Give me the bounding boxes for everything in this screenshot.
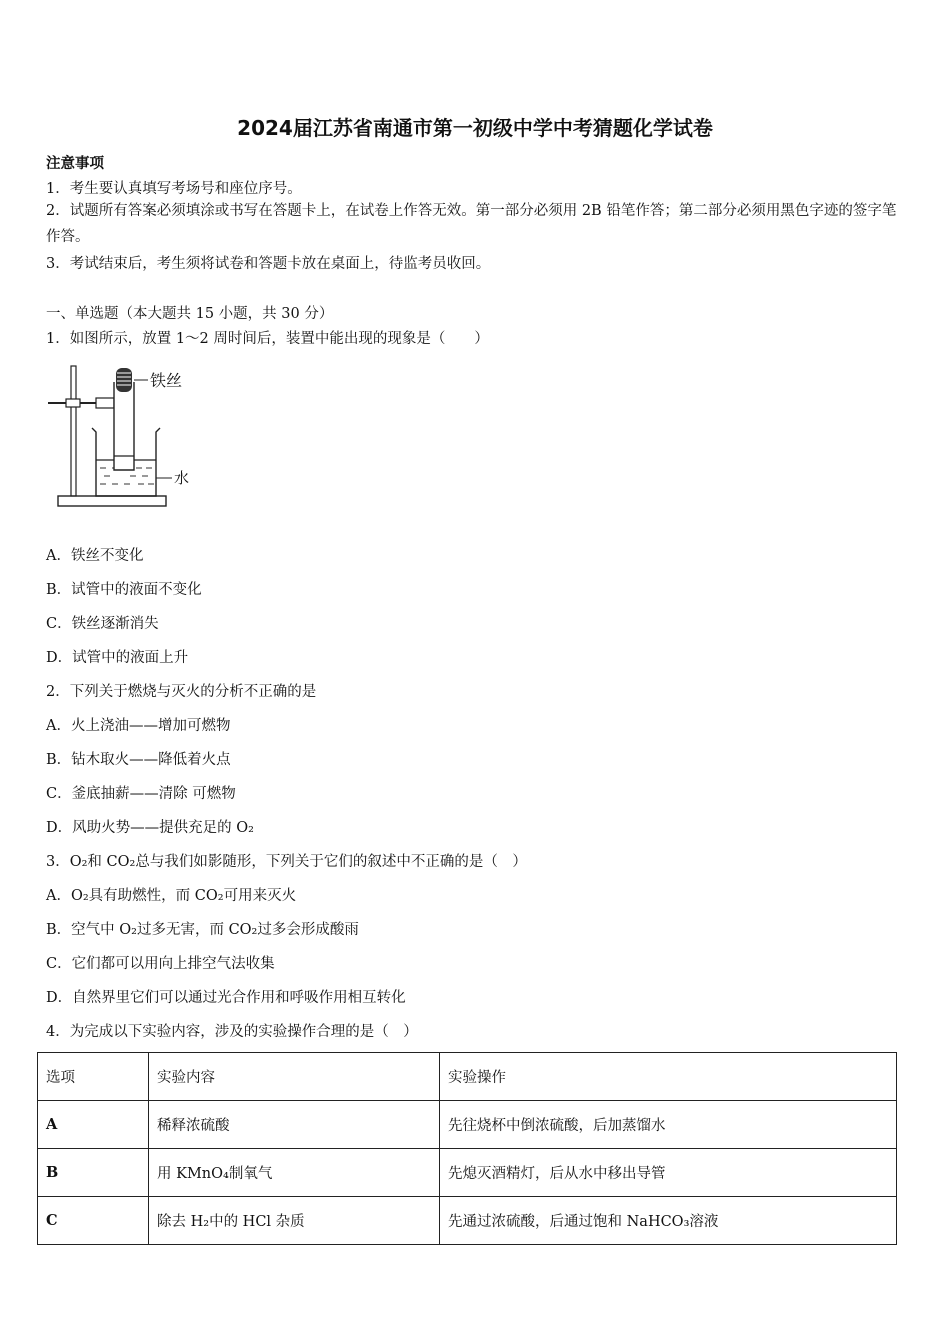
section-heading: 一、单选题（本大题共 15 小题，共 30 分） [46,306,334,322]
question-1-stem: 1．如图所示，放置 1～2 周时间后，装置中能出现的现象是（ ） [46,331,489,347]
page-title: 2024届江苏省南通市第一初级中学中考猜题化学试卷 [237,116,713,140]
notice-item-3: 3．考试结束后，考生须将试卷和答题卡放在桌面上，待监考员收回。 [46,256,491,272]
q3-option-a: A．O₂具有助燃性，而 CO₂可用来灭火 [46,888,297,904]
q2-option-b: B．钻木取火——降低着火点 [46,752,231,768]
q2-option-c: C．釜底抽薪——清除 可燃物 [46,786,236,802]
table-row [38,1149,897,1197]
question-3-stem: 3．O₂和 CO₂总与我们如影随形，下列关于它们的叙述中不正确的是（ ） [46,854,527,870]
table-cell-content: 用 KMnO₄制氧气 [149,1149,440,1197]
experiment-table [37,1052,897,1245]
table-header-row [38,1053,897,1101]
table-row [38,1101,897,1149]
table-cell-option: B [38,1149,149,1197]
test-tube [114,382,134,470]
q1-option-a: A．铁丝不变化 [46,548,144,564]
table-cell-content: 除去 H₂中的 HCl 杂质 [149,1197,440,1245]
apparatus-figure [44,362,204,514]
fig-label-water: 水 [174,469,190,487]
q1-option-d: D．试管中的液面上升 [46,650,189,666]
q3-option-d: D．自然界里它们可以通过光合作用和呼吸作用相互转化 [46,990,406,1006]
stand-rod [71,366,76,496]
table-header-cell: 选项 [38,1053,149,1101]
q3-option-b: B．空气中 O₂过多无害，而 CO₂过多会形成酸雨 [46,922,359,938]
table-row [38,1197,897,1245]
q3-option-c: C．它们都可以用向上排空气法收集 [46,956,275,972]
question-4-stem: 4．为完成以下实验内容，涉及的实验操作合理的是（ ） [46,1024,418,1040]
notice-item-2: 2．试题所有答案必须填涂或书写在答题卡上，在试卷上作答无效。第一部分必须用 2B 铅笔作答；第二部分必须用黑色字迹的签字笔作答。 [46,203,897,245]
table-header-cell: 实验内容 [149,1053,440,1101]
fig-label-wire: 铁丝 [150,371,183,390]
q2-option-d: D．风助火势——提供充足的 O₂ [46,820,254,836]
q1-option-c: C．铁丝逐渐消失 [46,616,159,632]
stand-base [58,496,166,506]
table-cell-content: 稀释浓硫酸 [149,1101,440,1149]
iron-wire-coil [116,368,132,392]
table-cell-option: A [38,1101,149,1149]
clamp-boss [66,399,80,407]
table-cell-option: C [38,1197,149,1245]
question-2-stem: 2．下列关于燃烧与灭火的分析不正确的是 [46,684,317,700]
notice-heading: 注意事项 [46,155,104,172]
table-cell-operation: 先熄灭酒精灯，后从水中移出导管 [440,1149,897,1197]
notice-item-1: 1．考生要认真填写考场号和座位序号。 [46,181,302,197]
clamp-jaw [96,398,114,408]
table-cell-operation: 先往烧杯中倒浓硫酸，后加蒸馏水 [440,1101,897,1149]
q1-option-b: B．试管中的液面不变化 [46,582,202,598]
table-header-cell: 实验操作 [440,1053,897,1101]
q2-option-a: A．火上浇油——增加可燃物 [46,718,231,734]
iron-stand-beaker-diagram [44,362,204,514]
table-cell-operation: 先通过浓硫酸，后通过饱和 NaHCO₃溶液 [440,1197,897,1245]
